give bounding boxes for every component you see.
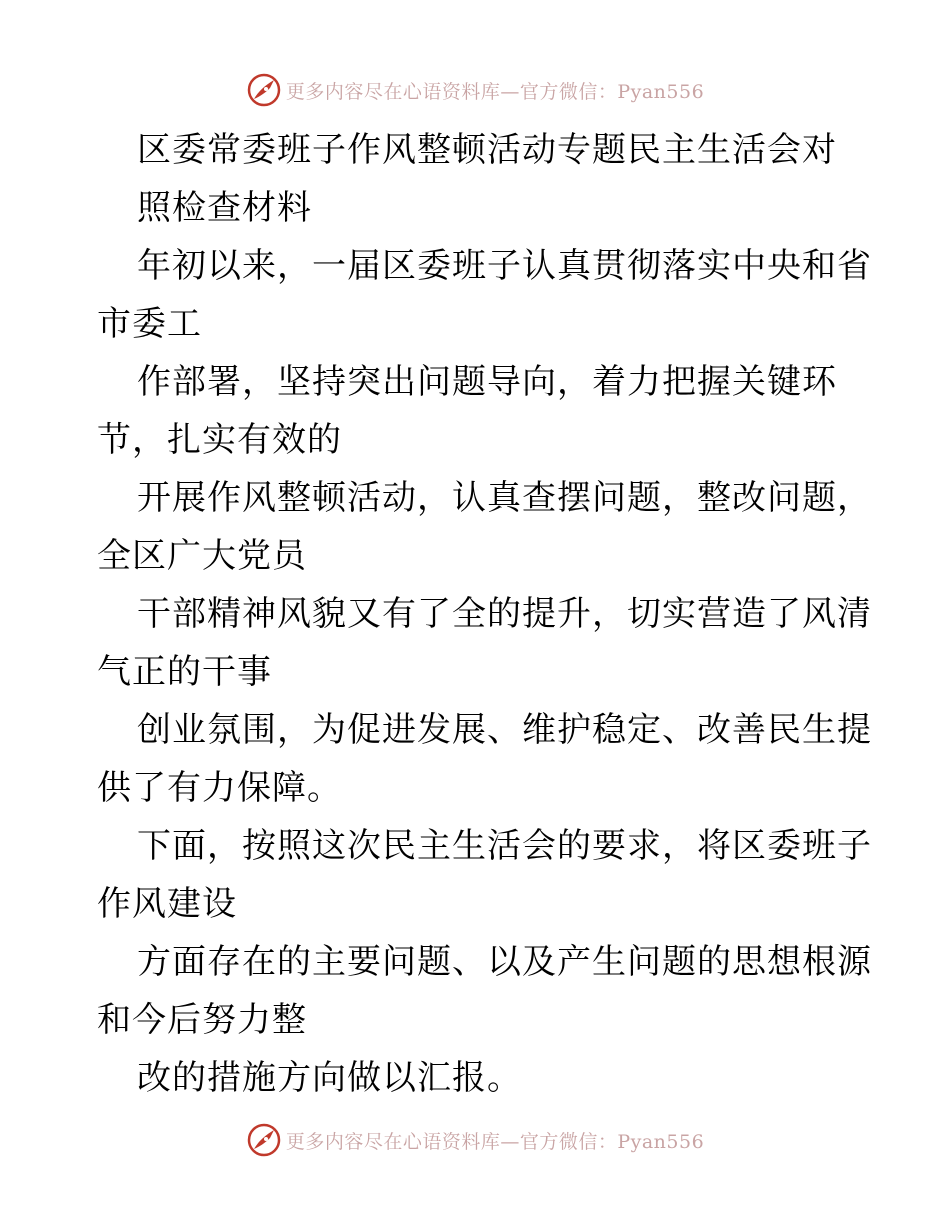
doc-line: 市委工	[97, 304, 202, 344]
doc-line: 供了有力保障。	[97, 768, 342, 808]
doc-line: 节，扎实有效的	[97, 420, 342, 460]
document-body	[97, 121, 872, 1107]
doc-line: 作部署，坚持突出问题导向，着力把握关键环	[137, 362, 837, 402]
doc-title-line-2: 照检查材料	[137, 188, 312, 228]
pen-nib-logo-icon	[246, 72, 282, 108]
doc-line: 气正的干事	[97, 652, 272, 692]
doc-title-line-1: 区委常委班子作风整顿活动专题民主生活会对	[137, 130, 837, 170]
header-banner-text: 更多内容尽在心语资料库—官方微信：Pyan556	[285, 80, 705, 103]
doc-line: 下面，按照这次民主生活会的要求，将区委班子	[137, 826, 872, 866]
doc-line: 方面存在的主要问题、以及产生问题的思想根源	[137, 942, 872, 982]
doc-line: 开展作风整顿活动，认真查摆问题，整改问题，	[137, 478, 872, 518]
doc-line: 和今后努力整	[97, 1000, 307, 1040]
pen-nib-logo-icon	[246, 1122, 282, 1158]
footer-banner	[0, 1120, 950, 1160]
doc-line: 改的措施方向做以汇报。	[137, 1058, 522, 1098]
doc-line: 干部精神风貌又有了全的提升，切实营造了风清	[137, 594, 872, 634]
doc-line: 全区广大党员	[97, 536, 307, 576]
footer-banner-text: 更多内容尽在心语资料库—官方微信：Pyan556	[285, 1130, 705, 1153]
doc-line: 年初以来，一届区委班子认真贯彻落实中央和省	[137, 246, 872, 286]
doc-line: 创业氛围，为促进发展、维护稳定、改善民生提	[137, 710, 872, 750]
doc-line: 作风建设	[97, 884, 237, 924]
header-banner	[0, 70, 950, 110]
